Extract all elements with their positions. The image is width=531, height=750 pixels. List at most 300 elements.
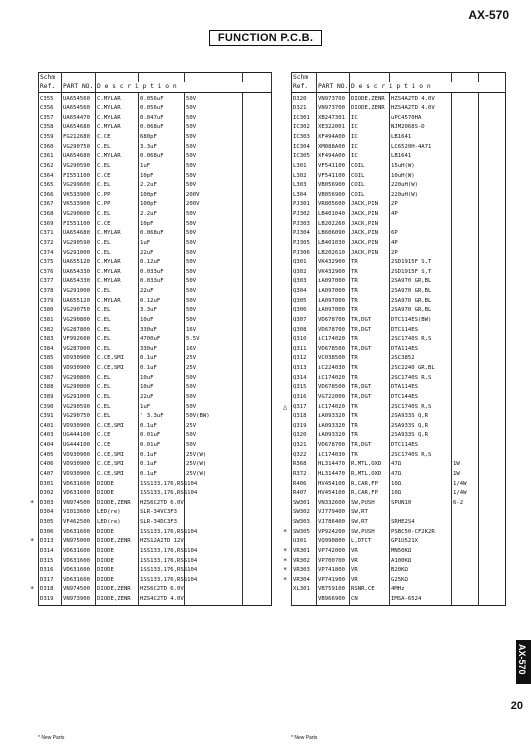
ref-text: C358 [40,124,54,131]
part-no-cell: iA097000 [317,277,350,287]
ref-cell [292,393,317,403]
value-cell: 4MHz [390,585,452,595]
ref-cell [30,498,62,509]
rating-cell [185,585,243,595]
value-cell: 0.033uF [139,277,185,287]
table-row [39,354,272,364]
type-cell: TR [350,403,390,413]
value-cell: SPUN10 [390,499,452,509]
rating-cell [452,200,479,210]
ref-text: D304 [40,509,54,516]
table-row [39,508,272,518]
part-no-cell: VG290590 [62,403,96,413]
type-cell: JACK,PIN [350,249,390,259]
ref-text: D321 [293,105,307,112]
ref-text: Q320 [293,432,307,439]
part-no-cell: VG290590 [62,239,96,249]
rating-cell [452,277,479,287]
ref-cell [39,335,62,345]
type-cell: TR,DGT [350,316,390,326]
new-part-mark: * [283,546,288,555]
part-no-cell: VD678500 [317,383,350,393]
rating-cell [452,354,479,364]
value-cell: 22uF [139,249,185,259]
value-cell: 0.068uF [139,229,185,239]
ref-text: VR301 [293,547,310,554]
value-cell: 2SC1740S R,S [390,403,452,413]
ref-cell [39,345,62,355]
value-cell: SLR-34DC3F3 [139,518,185,528]
type-cell: C.CE [96,133,139,143]
ref-cell [39,277,62,287]
ref-text: C404 [40,442,54,449]
ref-cell [39,393,62,403]
ref-cell [39,480,62,490]
table-row [292,229,506,239]
ref-text: C401 [40,422,54,429]
table-row [39,210,272,220]
ref-text: D314 [40,547,54,554]
type-cell: TR [350,258,390,268]
table-row [292,470,506,480]
table-row [39,451,272,461]
part-no-cell: VF992600 [62,335,96,345]
part-no-cell: VP741800 [317,566,350,576]
type-cell: DIODE [96,576,139,586]
value-cell: 0.033uF [139,268,185,278]
table-row [39,306,272,316]
part-no-cell: UA654680 [62,123,96,133]
value-cell: DTC114ES(BW) [390,316,452,326]
rating-cell: 16V [185,326,243,336]
rating-cell [452,345,479,355]
rating-cell: 50V [185,249,243,259]
type-cell: C.CE,SMI [96,451,139,461]
type-cell: TR [350,354,390,364]
part-no-cell: LB202260 [317,220,350,230]
ref-text: C377 [40,278,54,285]
type-cell: IC [350,114,390,124]
rating-cell: 50V [185,172,243,182]
type-cell: DIODE,ZENR [96,537,139,547]
table-row [39,143,272,153]
type-cell: DIODE [96,547,139,557]
part-no-cell: UA654330 [62,268,96,278]
ref-cell [292,152,317,162]
table-row [39,499,272,509]
ref-cell [292,143,317,153]
ref-text: Q306 [293,307,307,314]
type-cell: DIODE,ZENR [350,104,390,114]
part-no-cell: VD930900 [62,354,96,364]
part-no-cell: iC174020 [317,374,350,384]
value-cell: 330uF [139,345,185,355]
type-cell: SW,RT [350,518,390,528]
ref-text: D316 [40,567,54,574]
table-row [292,557,506,567]
value-cell: MN50KΩ [390,547,452,557]
rating-cell [452,220,479,230]
header-row [292,82,506,92]
value-cell: HZS6C2TD 6.0V [139,585,185,595]
type-cell: C.EL [96,162,139,172]
new-part-mark: * [283,566,288,575]
table-row [292,191,506,201]
ref-text: C378 [40,288,54,295]
ref-text: C369 [40,220,54,227]
value-cell: 1SS133,176,RSS104 [139,557,185,567]
rating-cell: 50V [185,277,243,287]
table-row [39,595,272,605]
ref-text: PJ302 [293,211,310,218]
value-cell: 3.3uF [139,143,185,153]
rating-cell [452,287,479,297]
part-no-cell: VK533900 [62,200,96,210]
ref-cell [39,162,62,172]
rating-cell: 50V [185,287,243,297]
parts-table-right [283,72,506,606]
type-cell: C.CE [96,431,139,441]
type-cell: R,MTL,OXD [350,460,390,470]
table-row [39,104,272,114]
table-row [292,277,506,287]
ref-cell [292,595,317,605]
part-no-cell: VD631600 [62,480,96,490]
value-cell: 3.3uF [139,306,185,316]
rating-cell [452,595,479,605]
rating-cell: 50V [185,239,243,249]
table-row [292,306,506,316]
type-cell: C.MYLAR [96,114,139,124]
part-no-cell: UA654560 [62,92,96,104]
value-cell: 0.12uF [139,297,185,307]
type-cell: TR [350,374,390,384]
part-no-cell: VD631600 [62,557,96,567]
table-row [292,297,506,307]
type-cell: IC [350,133,390,143]
part-no-cell: HV454100 [317,489,350,499]
ref-text: C365 [40,182,54,189]
table-row [292,412,506,422]
table-row [292,258,506,268]
ref-cell [39,403,62,413]
part-no-cell: LB606090 [317,229,350,239]
table-row [292,114,506,124]
value-cell: 0.068uF [139,123,185,133]
ref-text: C362 [40,162,54,169]
ref-cell [39,133,62,143]
table-row [39,518,272,528]
ref-cell [292,268,317,278]
rating-cell: 50V [185,441,243,451]
part-no-header: PART NO. [62,82,96,92]
table-row [39,229,272,239]
table-row [292,200,506,210]
table-row [39,297,272,307]
type-cell: C.MYLAR [96,268,139,278]
part-no-cell: HV454100 [317,480,350,490]
ref-cell [292,258,317,268]
table-row [292,393,506,403]
rating-cell: 25V(W) [185,451,243,461]
table-row [292,345,506,355]
part-no-cell: VN973700 [317,104,350,114]
value-cell: NJM2068S-D [390,123,452,133]
ref-text: R407 [293,490,307,497]
rating-cell [452,528,479,538]
table-row [39,383,272,393]
table-row [39,422,272,432]
ref-text: C357 [40,114,54,121]
rating-cell [185,499,243,509]
rating-cell [452,335,479,345]
value-cell: 0.1uF [139,460,185,470]
type-cell: DIODE [96,528,139,538]
ref-text: D317 [40,576,54,583]
part-no-cell: VK432900 [317,268,350,278]
rating-cell: 50V [185,403,243,413]
ref-text: L304 [293,191,307,198]
type-cell: C.MYLAR [96,104,139,114]
rating-cell [452,431,479,441]
part-no-cell: XM088A00 [317,143,350,153]
ref-cell [39,92,62,104]
ref-text: Q307 [293,316,307,323]
schm-header: Schm [39,73,62,83]
ref-text: C407 [40,470,54,477]
value-cell: 0.056uF [139,104,185,114]
value-cell: DTA114ES [390,345,452,355]
table-row [292,287,506,297]
type-cell: TR [350,306,390,316]
rating-cell: 50V [185,229,243,239]
rating-cell [452,374,479,384]
rating-cell: 25V [185,364,243,374]
table-row [292,335,506,345]
type-cell: VR [350,566,390,576]
rating-cell: 50V [185,162,243,172]
ref-cell [292,383,317,393]
value-cell: SLR-34VC3F3 [139,508,185,518]
type-cell: R,CAR,FP [350,489,390,499]
header-row [292,73,506,83]
table-row [292,547,506,557]
table-row [292,460,506,470]
value-cell: 100pF [139,191,185,201]
part-no-cell: VG291000 [62,393,96,403]
part-no-cell: VG290600 [62,210,96,220]
ref-text: Q305 [293,297,307,304]
table-row [292,576,506,586]
ref-text: D301 [40,480,54,487]
part-no-cell: UA654680 [62,229,96,239]
part-no-cell: VB056900 [317,191,350,201]
ref-text: D319 [40,596,54,603]
part-no-cell: VN974500 [62,585,96,595]
parts-table-left [30,72,272,606]
type-cell: VR [350,547,390,557]
part-no-cell: iA093320 [317,422,350,432]
rating-cell [452,162,479,172]
part-no-header: PART NO. [318,83,349,91]
table-row [39,220,272,230]
part-no-cell: VR805600 [317,200,350,210]
part-no-cell: VG290750 [62,412,96,422]
part-no-cell: VD631600 [62,547,96,557]
ref-text: Q302 [293,268,307,275]
ref-cell [39,220,62,230]
ref-text: D320 [293,95,307,102]
ref-text: D302 [40,490,54,497]
ref-cell [292,460,317,470]
part-no-cell: VB759100 [317,585,350,595]
ref-header: Ref. [39,82,62,92]
table-row [292,508,506,518]
type-cell: VR [350,557,390,567]
rating-cell: 1/4W [452,480,479,490]
rating-cell [452,508,479,518]
table-row [292,537,506,547]
ref-cell [39,451,62,461]
ref-text: Q319 [293,422,307,429]
value-cell: 10uF [139,316,185,326]
type-cell: COIL [350,172,390,182]
part-no-cell: VN975000 [62,537,96,547]
ref-cell [283,556,317,567]
table-row [292,123,506,133]
rating-cell: 50V [185,92,243,104]
rating-cell [452,393,479,403]
value-cell: 22uF [139,393,185,403]
ref-text: C366 [40,191,54,198]
value-cell: 22uF [139,287,185,297]
part-no-cell: UA654680 [62,152,96,162]
table-row [292,528,506,538]
type-cell: DIODE [96,489,139,499]
value-cell: 2SA933S Q,R [390,412,452,422]
ref-text: C381 [40,316,54,323]
ref-cell [292,306,317,316]
value-cell: 330uF [139,326,185,336]
part-no-cell: FG212680 [62,133,96,143]
part-no-cell: FI551100 [62,220,96,230]
table-row [39,316,272,326]
ref-cell [292,210,317,220]
part-no-cell: UG444100 [62,441,96,451]
value-cell: 47Ω [390,470,452,480]
type-cell: JACK,PIN [350,229,390,239]
rating-cell [452,403,479,413]
rating-cell: 5.5V [185,335,243,345]
ref-cell [292,287,317,297]
value-cell [390,508,452,518]
part-no-cell: VD631600 [62,576,96,586]
type-cell: C.EL [96,345,139,355]
type-cell: C.CE,SMI [96,460,139,470]
ref-cell [292,335,317,345]
part-no-cell: VG291000 [62,287,96,297]
ref-text: C403 [40,432,54,439]
table-row [39,489,272,499]
part-no-cell: VJ779400 [317,508,350,518]
value-cell: 4P [390,210,452,220]
ref-text: C364 [40,172,54,179]
value-cell: LB1641 [390,152,452,162]
ref-text: SW305 [293,528,310,535]
rating-cell [452,123,479,133]
ref-cell [39,191,62,201]
ref-text: Q322 [293,451,307,458]
ref-text: SW301 [293,499,310,506]
ref-text: Q317 [293,403,307,410]
value-cell: 10pF [139,220,185,230]
ref-cell [39,287,62,297]
table-row [292,451,506,461]
ref-text: C374 [40,249,54,256]
value-cell: 2SC2240 GR,BL [390,364,452,374]
ref-text: C375 [40,259,54,266]
table-row [39,566,272,576]
table-row [39,191,272,201]
table-row [39,239,272,249]
table-row [39,403,272,413]
value-cell: 0.068uF [139,152,185,162]
table-row [39,441,272,451]
ref-text: C376 [40,268,54,275]
value-cell: 2SC1740S R,S [390,451,452,461]
page-title: FUNCTION P.C.B. [209,30,322,46]
value-cell: 2SC1740S R,S [390,335,452,345]
table-row [292,489,506,499]
part-no-cell: VJ786400 [317,518,350,528]
side-tab-label: AX-570 [517,644,527,675]
value-cell: PSBC50-CF2K2R [390,528,452,538]
ref-cell [39,364,62,374]
ref-text: PJ301 [293,201,310,208]
table-row [292,585,506,595]
part-no-cell: VF541100 [317,172,350,182]
ref-cell [39,354,62,364]
ref-cell [39,374,62,384]
type-cell: C.EL [96,181,139,191]
type-cell: TR,DGT [350,345,390,355]
ref-text: U301 [293,538,307,545]
part-no-cell: HL314470 [317,470,350,480]
ref-text: L303 [293,182,307,189]
part-no-cell: XF494A00 [317,152,350,162]
ref-cell [39,470,62,480]
table-row [292,133,506,143]
ref-text: Q301 [293,259,307,266]
description-header: D e s c r i p t i o n [96,82,272,92]
title-wrap [0,26,531,46]
type-cell: SW,RT [350,508,390,518]
value-cell: 47Ω [390,460,452,470]
ref-text: C379 [40,297,54,304]
value-cell: 2SD1915F S,T [390,258,452,268]
type-cell: R,CAR,FP [350,480,390,490]
type-cell: TR [350,287,390,297]
type-cell: C.CE [96,220,139,230]
type-cell: C.EL [96,239,139,249]
ref-cell [39,229,62,239]
ref-cell [39,143,62,153]
part-no-cell: UA654330 [62,277,96,287]
rating-cell [452,249,479,259]
rating-cell [452,441,479,451]
part-no-cell: VF462500 [62,518,96,528]
table-row [39,181,272,191]
